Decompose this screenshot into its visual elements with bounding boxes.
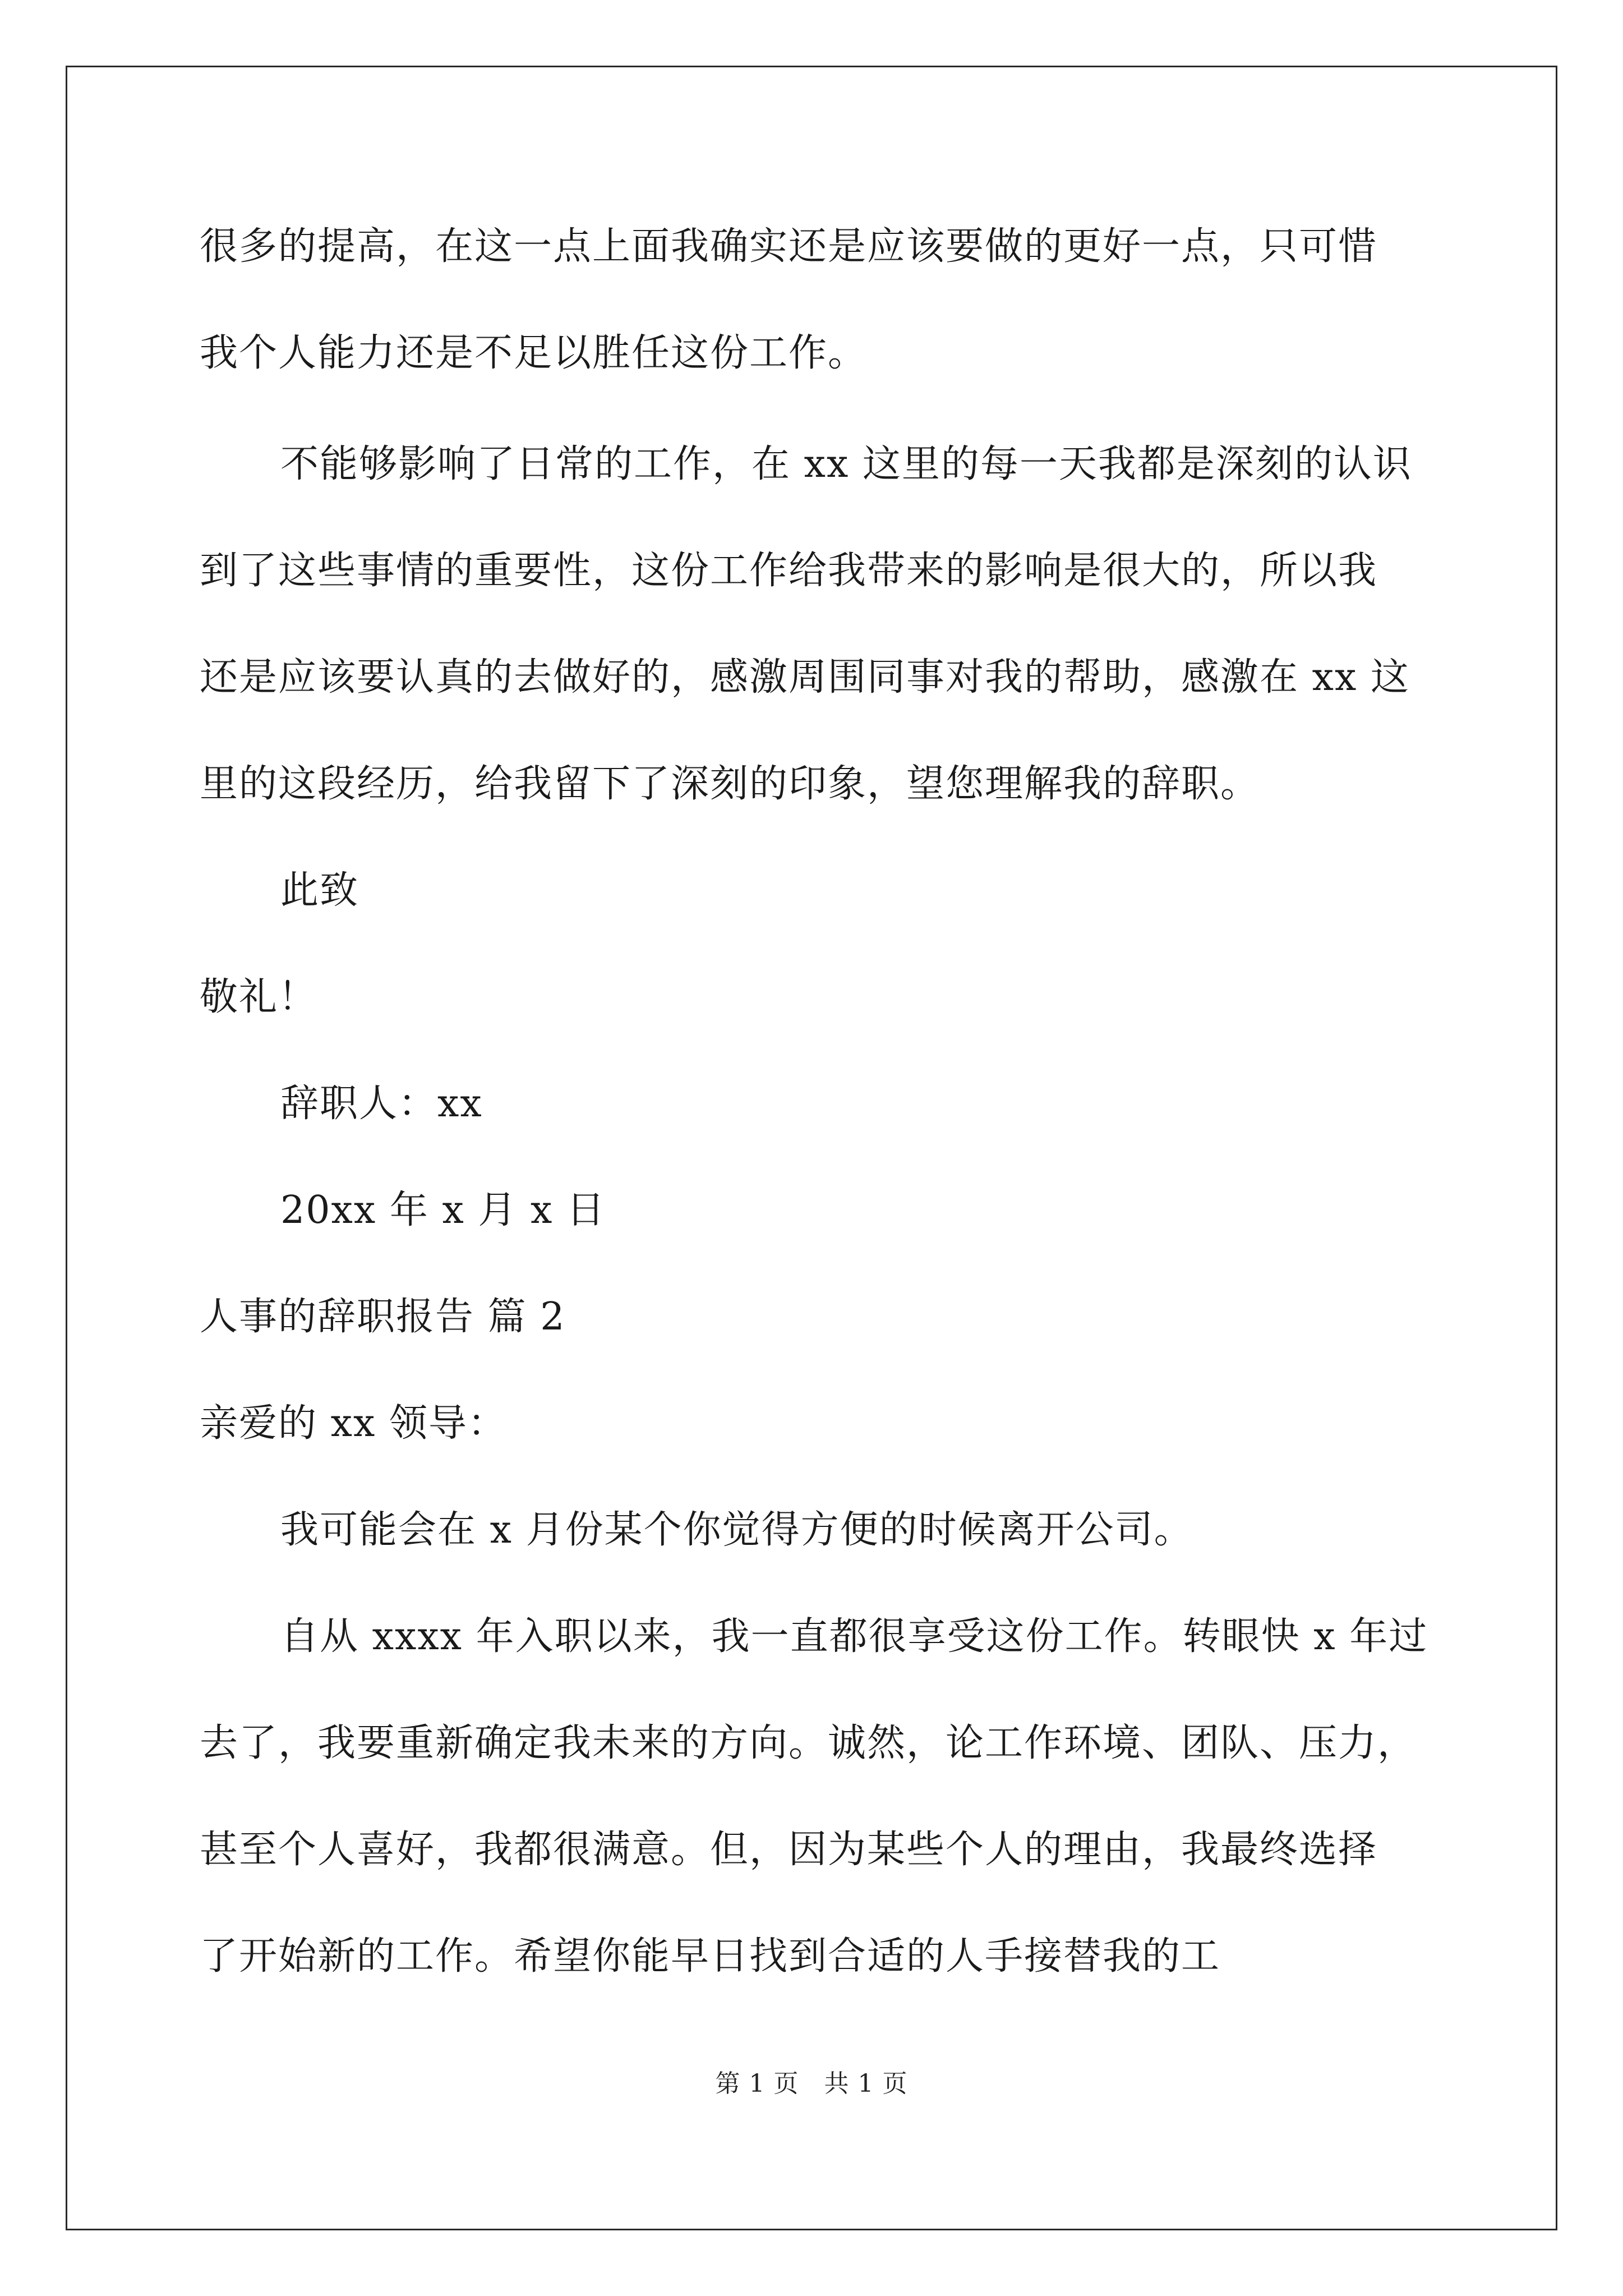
body-text-line: 到了这些事情的重要性，这份工作给我带来的影响是很大的，所以我	[200, 549, 1378, 593]
body-text-line: 很多的提高，在这一点上面我确实还是应该要做的更好一点，只可惜	[200, 224, 1378, 269]
letter-greeting: 亲爱的 xx 领导：	[200, 1401, 507, 1446]
signature-date: 20xx 年 x 月 x 日	[280, 1188, 606, 1232]
signature-name: 辞职人：xx	[280, 1082, 483, 1126]
section-heading: 人事的辞职报告 篇 2	[200, 1295, 566, 1339]
body-text-line: 甚至个人喜好，我都很满意。但，因为某些个人的理由，我最终选择	[200, 1828, 1378, 1872]
body-text-line: 去了，我要重新确定我未来的方向。诚然，论工作环境、团队、压力，	[200, 1721, 1417, 1765]
body-text-line: 里的这段经历，给我留下了深刻的印象，望您理解我的辞职。	[200, 762, 1260, 806]
body-text-line: 自从 xxxx 年入职以来，我一直都很享受这份工作。转眼快 x 年过	[280, 1614, 1428, 1659]
page-number-footer: 第 1 页 共 1 页	[715, 2069, 908, 2098]
closing-regards: 敬礼！	[200, 975, 318, 1019]
body-text-line: 了开始新的工作。希望你能早日找到合适的人手接替我的工	[200, 1934, 1221, 1978]
page-border	[66, 66, 1557, 2230]
body-text-line: 我可能会在 x 月份某个你觉得方便的时候离开公司。	[280, 1508, 1193, 1552]
body-text-line: 我个人能力还是不足以胜任这份工作。	[200, 331, 868, 375]
body-text-line: 不能够影响了日常的工作，在 xx 这里的每一天我都是深刻的认识	[280, 442, 1412, 486]
closing-salutation: 此致	[280, 868, 359, 913]
body-text-line: 还是应该要认真的去做好的，感激周围同事对我的帮助，感激在 xx 这	[200, 655, 1410, 700]
